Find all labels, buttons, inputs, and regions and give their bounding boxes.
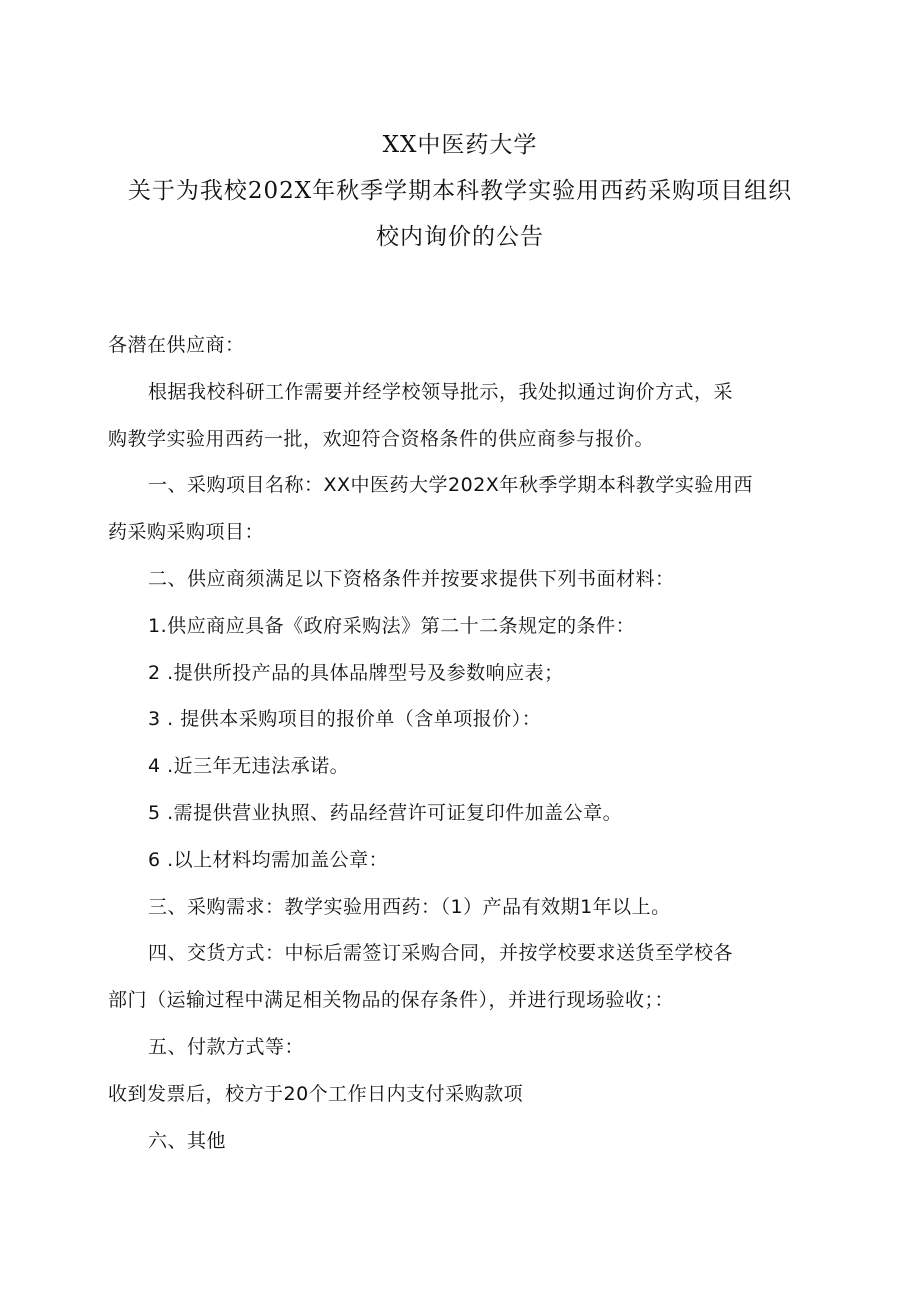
requirement-item-6: 6 .以上材料均需加盖公章： [148, 848, 389, 871]
requirement-item-5: 5 .需提供营业执照、药品经营许可证复印件加盖公章。 [148, 801, 623, 824]
salutation: 各潜在供应商： [108, 334, 245, 356]
intro-line-1: 根据我校科研工作需要并经学校领导批示，我处拟通过询价方式，采 [148, 380, 734, 403]
requirement-item-4: 4 .近三年无违法承诺。 [148, 755, 350, 778]
section-4-line-2: 部门（运输过程中满足相关物品的保存条件），并进行现场验收；： [108, 989, 675, 1012]
intro-line-2: 购教学实验用西药一批，欢迎符合资格条件的供应商参与报价。 [108, 427, 655, 450]
section-1-line-2: 药采购采购项目： [108, 521, 265, 544]
title-line-university: XX中医药大学 [382, 132, 538, 158]
section-6-heading: 六、其他 [148, 1129, 227, 1152]
section-1-line-1: 一、采购项目名称：XX中医药大学202X年秋季学期本科教学实验用西 [148, 474, 753, 497]
document-title [0, 122, 920, 260]
requirement-item-1: 1.供应商应具备《政府采购法》第二十二条规定的条件： [148, 614, 636, 637]
section-2-heading: 二、供应商须满足以下资格条件并按要求提供下列书面材料： [148, 567, 675, 590]
section-4-line-1: 四、交货方式：中标后需签订采购合同，并按学校要求送货至学校各 [148, 942, 734, 965]
requirement-item-3: 3 . 提供本采购项目的报价单（含单项报价）： [148, 708, 542, 731]
requirement-item-2: 2 .提供所投产品的具体品牌型号及参数响应表； [148, 661, 564, 684]
document-body [108, 322, 808, 1164]
title-line-subject: 关于为我校202X年秋季学期本科教学实验用西药采购项目组织 [127, 178, 793, 204]
title-line-subject-end: 校内询价的公告 [376, 224, 544, 250]
payment-terms: 收到发票后，校方于20个工作日内支付采购款项 [108, 1082, 524, 1105]
section-5-heading: 五、付款方式等： [148, 1035, 305, 1058]
section-3: 三、采购需求：教学实验用西药：（1）产品有效期1年以上。 [148, 895, 671, 918]
